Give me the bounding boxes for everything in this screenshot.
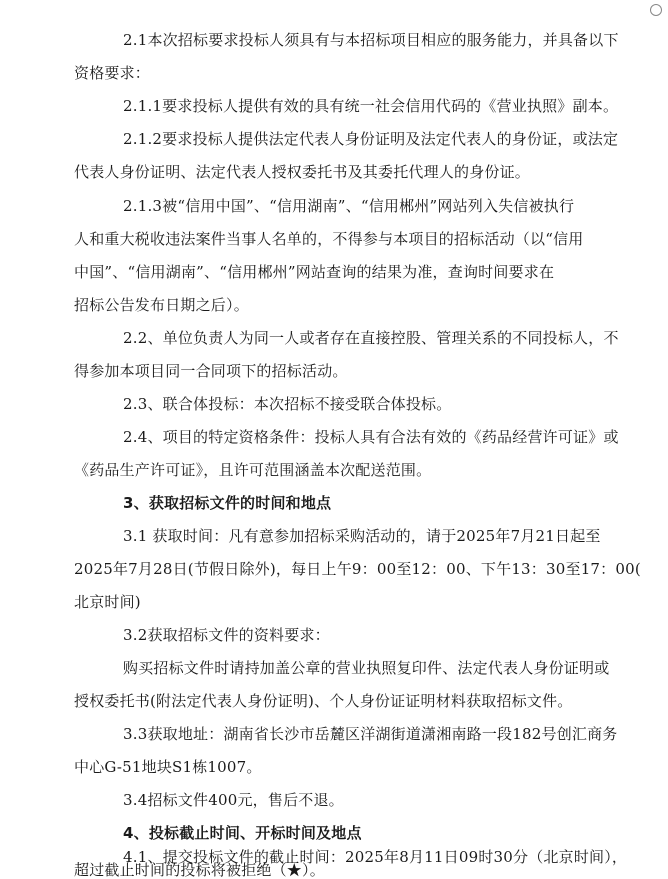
text-line: 2.1.1要求投标人提供有效的具有统一社会信用代码的《营业执照》副本。 xyxy=(123,97,619,115)
text-line: 超过截止时间的投标将被拒绝（★）。 xyxy=(74,861,325,879)
text-line: 2025年7月28日(节假日除外)，每日上午9：00至12：00、下午13：30至17：00( xyxy=(74,560,641,578)
text-line: 2.1本次招标要求投标人须具有与本招标项目相应的服务能力，并具备以下 xyxy=(123,31,619,49)
text-line: 授权委托书(附法定代表人身份证明)、个人身份证证明材料获取招标文件。 xyxy=(74,692,573,710)
text-line: 3.3获取地址：湖南省长沙市岳麓区洋湖街道潇湘南路一段182号创汇商务 xyxy=(123,725,618,743)
text-line: 2.2、单位负责人为同一人或者存在直接控股、管理关系的不同投标人，不 xyxy=(123,329,619,347)
text-line: 中心G-51地块S1栋1007。 xyxy=(74,758,262,776)
section-heading: 3、获取招标文件的时间和地点 xyxy=(123,494,332,512)
text-line: 2.4、项目的特定资格条件：投标人具有合法有效的《药品经营许可证》或 xyxy=(123,428,619,446)
text-line: 得参加本项目同一合同项下的招标活动。 xyxy=(74,362,348,380)
corner-circle-mark xyxy=(650,4,662,16)
text-line: 中国”、“信用湖南”、“信用郴州”网站查询的结果为准，查询时间要求在 xyxy=(74,263,555,281)
text-line: 3.4招标文件400元，售后不退。 xyxy=(123,791,344,809)
section-heading: 4、投标截止时间、开标时间及地点 xyxy=(123,824,362,842)
text-line: 购买招标文件时请持加盖公章的营业执照复印件、法定代表人身份证明或 xyxy=(123,659,610,677)
text-line: 2.1.2要求投标人提供法定代表人身份证明及法定代表人的身份证，或法定 xyxy=(123,130,619,148)
text-line: 人和重大税收违法案件当事人名单的，不得参与本项目的招标活动（以“信用 xyxy=(74,230,584,248)
text-line: 4.1、提交投标文件的截止时间：2025年8月11日09时30分（北京时间）， xyxy=(123,848,628,866)
text-line: 《药品生产许可证》，且许可范围涵盖本次配送范围。 xyxy=(74,461,432,479)
text-line: 3.2获取招标文件的资料要求： xyxy=(123,626,330,644)
text-line: 资格要求： xyxy=(74,64,151,82)
text-line: 3.1 获取时间：凡有意参加招标采购活动的，请于2025年7月21日起至 xyxy=(123,527,601,545)
text-line: 2.3、联合体投标：本次招标不接受联合体投标。 xyxy=(123,395,452,413)
text-line: 北京时间) xyxy=(74,593,141,611)
text-line: 2.1.3被“信用中国”、“信用湖南”、“信用郴州”网站列入失信被执行 xyxy=(123,197,575,215)
text-line: 招标公告发布日期之后）。 xyxy=(74,296,249,314)
text-line: 代表人身份证明、法定代表人授权委托书及其委托代理人的身份证。 xyxy=(74,163,531,181)
